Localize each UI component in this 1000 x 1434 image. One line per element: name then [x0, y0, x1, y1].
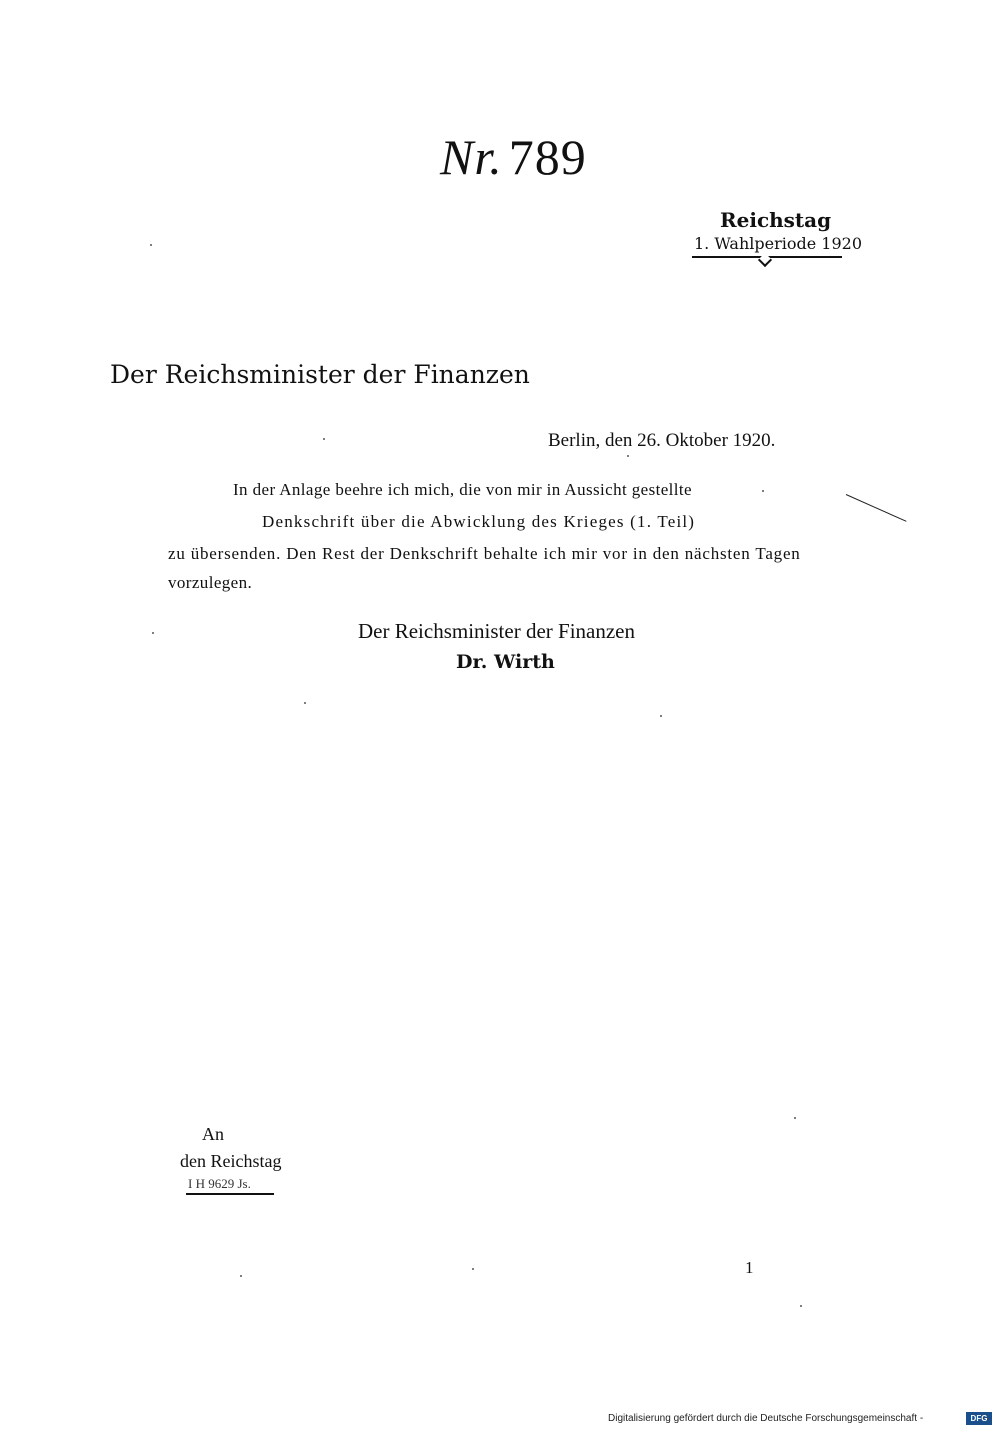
scan-speck [627, 455, 629, 457]
dfg-logo: DFG [966, 1412, 992, 1425]
sender-heading: Der Reichsminister der Finanzen [110, 360, 530, 389]
signature-name: Dr. Wirth [456, 651, 555, 673]
pencil-stroke-mark [846, 494, 907, 522]
scan-speck [794, 1117, 796, 1119]
scan-speck [152, 632, 154, 634]
body-line: vorzulegen. [168, 573, 253, 592]
document-number-prefix: Nr. [440, 129, 503, 185]
document-number-value: 789 [508, 129, 587, 185]
page-number: 1 [745, 1258, 754, 1277]
reichstag-stamp-title: Reichstag [720, 208, 832, 232]
body-line: Denkschrift über die Abwicklung des Krieges (1. Teil) [262, 512, 696, 531]
signature-title: Der Reichsminister der Finanzen [358, 619, 635, 643]
scan-speck [323, 438, 325, 440]
address-reference: I H 9629 Js. [188, 1176, 251, 1191]
address-underline [186, 1193, 274, 1195]
body-line: zu übersenden. Den Rest der Denkschrift behalte ich mir vor in den nächsten Tagen [168, 544, 801, 563]
date-line: Berlin, den 26. Oktober 1920. [548, 430, 776, 451]
scan-speck [472, 1268, 474, 1270]
scan-speck [150, 244, 152, 246]
scan-speck [762, 490, 764, 492]
address-an: An [202, 1124, 224, 1144]
reichstag-stamp-period: 1. Wahlperiode 1920 [694, 234, 862, 253]
scan-speck [304, 702, 306, 704]
body-line: In der Anlage beehre ich mich, die von mir in Aussicht gestellte [233, 480, 692, 499]
scan-speck [240, 1275, 242, 1277]
digitization-credit: Digitalisierung gefördert durch die Deutsche Forschungsgemeinschaft - [608, 1413, 924, 1424]
address-recipient: den Reichstag [180, 1151, 282, 1171]
document-number [440, 128, 587, 186]
scan-speck [800, 1305, 802, 1307]
scan-speck [660, 715, 662, 717]
